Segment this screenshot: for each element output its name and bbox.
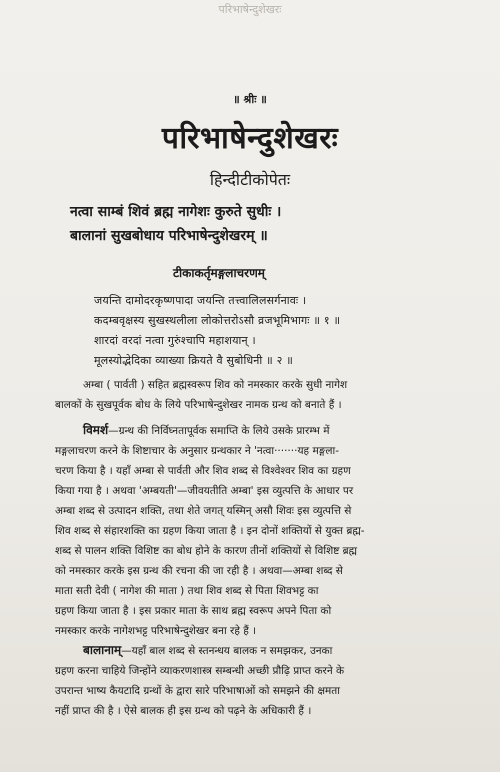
vimarsha-line: माता सती देवी ( नागेश की माता ) तथा शिव शब्द से पिता शिवभट्ट का [55,585,319,597]
commentary-heading: टीकाकर्तृमङ्गलाचरणम् [173,266,265,280]
commentary-verse-line-2: कदम्बवृक्षस्य सुखस्थलीला लोकोत्तरोऽसौ व्रजभूमिभागः ॥ १ ॥ [94,314,341,327]
book-subtitle: हिन्दीटीकोपेतः [209,170,291,189]
vimarsha-line: चरण किया है । यहाँ अम्बा से पार्वती और शिव शब्द से विश्वेश्वर शिव का ग्रहण [55,465,351,477]
vimarsha-line: अम्बा शब्द से उत्पादन शक्ति, तथा शेते जगत् यस्मिन् असौ शिवः इस व्युत्पत्ति से [55,505,352,517]
mangala-verse-line-1: नत्वा साम्बं शिवं ब्रह्म नागेशः कुरुते सुधीः । [70,204,282,220]
vimarsha-line: शब्द से पालन शक्ति विशिष्ट का बोध होने के कारण तीनों शक्तियों से विशिष्ट ब्रह्म [55,545,358,557]
mangala-verse-line-2: बालानां सुखबोधाय परिभाषेन्दुशेखरम् ॥ [70,228,268,244]
translation-paragraph [55,375,475,415]
vimarsha-line: मङ्गलाचरण करने के शिष्टाचार के अनुसार ग्रन्थकार ने 'नत्वा·······यह मङ्गला- [55,445,339,457]
vimarsha-first-text: —ग्रन्थ की निर्विघ्नतापूर्वक समाप्ति के लिये उसके प्रारम्भ में [108,425,330,437]
vimarsha-line: शिव शब्द से संहारशक्ति का ग्रहण किया जाता है । इन दोनों शक्तियों से युक्त ब्रह्म- [55,525,365,537]
balanam-first-text: —यहाँ बाल शब्द से स्तनन्धय बालक न समझकर, उनका [121,645,333,657]
running-header-bleedthrough: परिभाषेन्दुशेखरः [218,3,282,16]
balanam-paragraph [55,640,475,721]
balanam-line: नहीं प्राप्त की है । ऐसे बालक ही इस ग्रन्थ को पढ़ने के अधिकारी हैं । [55,705,312,717]
vimarsha-line: को नमस्कार करके इस ग्रन्थ की रचना की जा रही है । अथवा—अम्बा शब्द से [55,565,343,577]
commentary-verse-line-3: शारदां वरदां नत्वा गुरुंश्चापि महाशयान् । [94,334,256,347]
invocation: ॥ श्रीः ॥ [233,93,267,106]
balanam-line: ग्रहण करना चाहिये जिन्होंने व्याकरणशास्त्र सम्बन्धी अच्छी प्रौढ़ि प्राप्त करने के [55,665,345,677]
balanam-keyword: बालानाम् [83,643,122,657]
commentary-verse-line-4: मूलस्योद्भेदिका व्याख्या क्रियते वै सुबोधिनी ॥ २ ॥ [94,354,294,367]
vimarsha-line: ग्रहण किया जाता है । इस प्रकार माता के साथ ब्रह्म स्वरूप अपने पिता को [55,605,332,617]
vimarsha-paragraph [55,420,475,641]
vimarsha-keyword: विमर्श [83,423,109,437]
book-title: परिभाषेन्दुशेखरः [161,121,339,156]
vimarsha-first-line [55,420,475,441]
translation-line-1: अम्बा ( पार्वती ) सहित ब्रह्मस्वरूप शिव को नमस्कार करके सुधी नागेश [83,379,348,391]
vimarsha-line: किया गया है । अथवा 'अम्बयती'—जीवयतीति अम्बा' इस व्युत्पत्ति के आधार पर [55,485,354,497]
balanam-first-line [55,640,475,661]
vimarsha-line: नमस्कार करके नागेशभट्ट परिभाषेन्दुशेखर बना रहे हैं । [55,625,257,637]
commentary-verse-line-1: जयन्ति दामोदरकृष्णपादा जयन्ति तत्त्वालिलसर्गनावः । [94,294,307,307]
translation-line-2: बालकों के सुखपूर्वक बोध के लिये परिभाषेन्दुशेखर नामक ग्रन्थ को बनाते हैं । [55,399,342,411]
balanam-line: उपरान्त भाष्य कैयटादि ग्रन्थों के द्वारा सारे परिभाषाओं को समझने की क्षमता [55,685,340,697]
